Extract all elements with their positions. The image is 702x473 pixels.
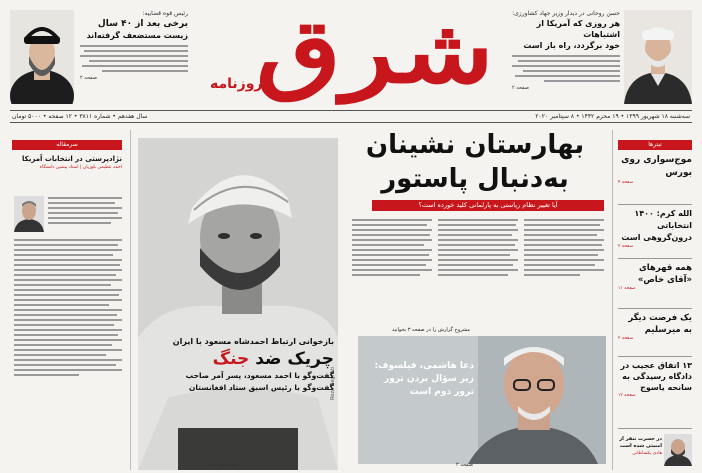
portrait-left [10,10,74,104]
feature-headline-part1: چریک ضد [255,349,334,369]
left-column-headline[interactable]: نژادپرستی در انتخابات آمریکا [22,155,122,163]
main-subhead: آیا تغییر نظام ریاستی به پارلمانی کلید خورده است؟ [372,200,604,211]
interview-photo [358,336,606,464]
main-story-text-col-1 [352,216,432,279]
top-right-page-ref[interactable]: صفحه ۲ [512,85,529,91]
feature-subhead-1: گفت‌وگو با احمد مسعود، پسر آمر صاحب [185,371,334,380]
interview-line-2[interactable]: زیر سؤال بردن ترور [384,374,474,384]
issue-info: سال هفدهم • شماره ۳۸۱۱ • ۱۲ صفحه • ۵۰۰۰ تومان [12,113,148,120]
bottom-author-photo [664,434,692,466]
feature-photo [138,138,338,470]
left-column-body-text [48,194,122,227]
interview-line-1: دعا هاشمی، فیلسوف: [374,361,474,371]
masthead-logo-block [192,0,510,104]
dateline: سه‌شنبه ۱۸ شهریور ۱۳۹۹ • ۱۹ محرم ۱۴۴۲ • ۸ سپتامبر ۲۰۲۰ [535,113,690,120]
right-item-1-title: الله کرم: ۱۴۰۰ انتخاباتی درون‌گروهی است [621,209,692,242]
feature-kicker: بازخوانی ارتباط احمدشاه مسعود با ایران [172,337,334,346]
right-item-0-title: موج‌سواری روی بورس [621,155,692,178]
right-item-1-ref: صفحه ۲ [618,244,634,249]
top-left-body-text [80,45,188,72]
interview-line-3[interactable]: ترور دوم است [409,387,474,397]
portrait-right [624,10,692,104]
main-story-text-col-2 [438,216,518,279]
right-item-1[interactable] [618,208,692,249]
feature-headline[interactable] [142,348,334,370]
feature-subhead-2: گفت‌وگو با رئیس اسبق ستاد افغانستان [188,383,334,392]
main-story-continued[interactable]: مشروح گزارش را در صفحه ۳ بخوانید [392,327,471,333]
photo-credit: Reza Deghati [330,366,336,400]
right-item-3[interactable] [618,312,692,341]
top-left-page-ref[interactable]: صفحه ۲ [80,75,97,81]
top-left-kicker: رئیس قوه قضاییه: [142,10,188,17]
right-item-0[interactable] [618,154,692,185]
masthead-logo-subtitle: روزنامه [210,76,263,92]
right-item-2[interactable] [618,262,692,291]
right-item-4-title: ۱۳ اتفاق عجیب در دادگاه رسیدگی به سانحه یاسوج [620,361,692,392]
masthead-logo: شرق [255,0,495,103]
top-right-headline-2: خود برگردد، راه باز است [523,41,620,50]
left-column-body-text-continued [14,236,122,379]
main-headline-1[interactable]: بهارستان نشینان [365,130,585,160]
main-story-text-col-3 [524,216,604,279]
right-item-3-ref: صفحه ۲ [618,336,634,341]
interview-page-ref[interactable]: صفحه ۳ [456,462,473,468]
left-column-label: سرمقاله [12,140,122,150]
top-left-headline-1: برخی بعد از ۴۰ سال [97,19,188,29]
right-item-3-title: یک فرصت دیگر به میرسلیم [628,313,692,335]
bottom-item-title[interactable]: در حسرت تنفر از امنیتی شده است [619,436,662,449]
left-column-byline: احمد عظیمی بلوریان | استاد پیشین دانشگاه [39,165,122,170]
main-headline-2[interactable]: به‌دنبال پاستور [381,164,569,194]
right-item-0-ref: صفحه ۴ [618,180,634,185]
feature-page-ref[interactable]: صفحه‌های ۵ و ۶ [204,462,238,468]
right-item-4[interactable] [618,360,692,398]
top-right-headline-1: هر روزی که آمریکا از اشتباهات [536,19,620,39]
right-column-label: تیترها [618,140,692,150]
author-photo [14,196,44,232]
right-item-4-ref: صفحه ۱۲ [618,393,636,398]
top-left-headline-2: زیست مستضعف گرفته‌اند [86,31,188,40]
right-item-2-ref: صفحه ۱۱ [618,286,636,291]
feature-headline-part2: جنگ [212,349,250,369]
bottom-item-author: هادی یکساطانی [632,451,662,456]
right-item-2-title: همه قهرهای «آقای خاص» [637,263,692,285]
top-right-kicker: حسن روحانی در دیدار وزیر جهاد کشاورزی: [512,10,620,17]
top-right-body-text [512,55,620,82]
